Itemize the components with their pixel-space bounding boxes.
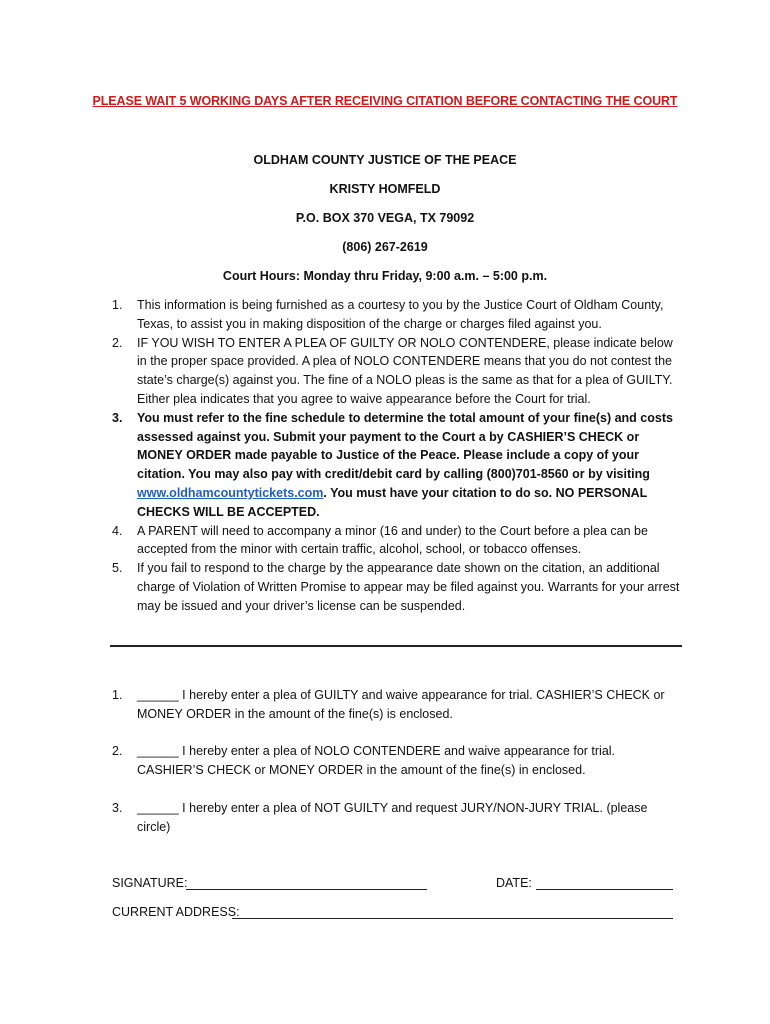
item-text: IF YOU WISH TO ENTER A PLEA OF GUILTY OR NOLO CONTENDERE, please indicate below in the proper space provided. A plea of NOLO CONTENDERE means that you do not contest the state’s charge(s) against you. The fine of a NOLO pleas is the same as that for a plea of GUILTY. Either plea indicates that you agree to waive appearance before the Court for trial. bbox=[137, 335, 673, 406]
signature-label: SIGNATURE: bbox=[112, 876, 188, 890]
signature-field[interactable] bbox=[186, 889, 427, 890]
plea-not-guilty bbox=[112, 799, 682, 837]
plea-number: 3. bbox=[112, 801, 123, 815]
court-phone: (806) 267-2619 bbox=[342, 240, 428, 254]
instructions-list bbox=[112, 296, 682, 616]
item-number: 1. bbox=[112, 298, 123, 312]
section-divider bbox=[110, 645, 682, 647]
date-label: DATE: bbox=[496, 876, 532, 890]
item-number: 4. bbox=[112, 523, 123, 538]
item-text: This information is being furnished as a courtesy to you by the Justice Court of Oldham County, Texas, to assist you in making disposition of the charge or charges filed against you. bbox=[137, 298, 664, 331]
tickets-website-link[interactable]: www.oldhamcountytickets.com bbox=[137, 485, 324, 500]
current-address-label: CURRENT ADDRESS: bbox=[112, 905, 240, 919]
item-number: 3. bbox=[112, 410, 123, 425]
current-address-field[interactable] bbox=[232, 918, 673, 919]
item-number: 2. bbox=[112, 335, 123, 350]
plea-number: 2. bbox=[112, 744, 123, 758]
instruction-item bbox=[112, 409, 682, 522]
court-hours: Court Hours: Monday thru Friday, 9:00 a.m. – 5:00 p.m. bbox=[222, 269, 548, 283]
judge-name: KRISTY HOMFELD bbox=[329, 182, 441, 196]
plea-text[interactable]: ______ I hereby enter a plea of NOLO CONTENDERE and waive appearance for trial. CASHIER’S CHECK or MONEY ORDER in the amount of the fine(s) in enclosed. bbox=[137, 744, 616, 777]
instruction-item bbox=[112, 559, 682, 615]
instruction-item bbox=[112, 334, 682, 409]
wait-warning: PLEASE WAIT 5 WORKING DAYS AFTER RECEIVING CITATION BEFORE CONTACTING THE COURT bbox=[92, 94, 678, 108]
plea-guilty bbox=[112, 686, 682, 724]
plea-text[interactable]: ______ I hereby enter a plea of GUILTY and waive appearance for trial. CASHIER’S CHECK or MONEY ORDER in the amount of the fine(s) is enclosed. bbox=[137, 688, 665, 721]
plea-number: 1. bbox=[112, 688, 123, 702]
court-address: P.O. BOX 370 VEGA, TX 79092 bbox=[295, 211, 475, 225]
item-text: A PARENT will need to accompany a minor (16 and under) to the Court before a plea can be accepted from the minor with certain traffic, alcohol, school, or tobacco offenses. bbox=[137, 523, 648, 557]
court-name: OLDHAM COUNTY JUSTICE OF THE PEACE bbox=[253, 153, 517, 167]
item-text: If you fail to respond to the charge by the appearance date shown on the citation, an additional charge of Violation of Written Promise to appear may be filed against you. Warrants for your arrest may be issued and your driver’s license can be suspended. bbox=[137, 561, 680, 613]
date-field[interactable] bbox=[536, 889, 673, 890]
item-number: 5. bbox=[112, 561, 123, 576]
plea-nolo-contendere bbox=[112, 742, 682, 780]
item-text-continued: . You must have your citation to do so. NO PERSONAL CHECKS WILL BE ACCEPTED. bbox=[137, 485, 648, 519]
instruction-item bbox=[112, 522, 682, 560]
plea-text[interactable]: ______ I hereby enter a plea of NOT GUILTY and request JURY/NON-JURY TRIAL. (please circle) bbox=[137, 801, 648, 834]
instruction-item bbox=[112, 296, 682, 334]
item-text: You must refer to the fine schedule to determine the total amount of your fine(s) and costs assessed against you. Submit your payment to the Court a by CASHIER’S CHECK or MONEY ORDER made payable to Justice of the Peace. Please include a copy of your citation. You may also pay with credit/debit card by calling (800)701-8560 or by visiting bbox=[137, 410, 673, 482]
